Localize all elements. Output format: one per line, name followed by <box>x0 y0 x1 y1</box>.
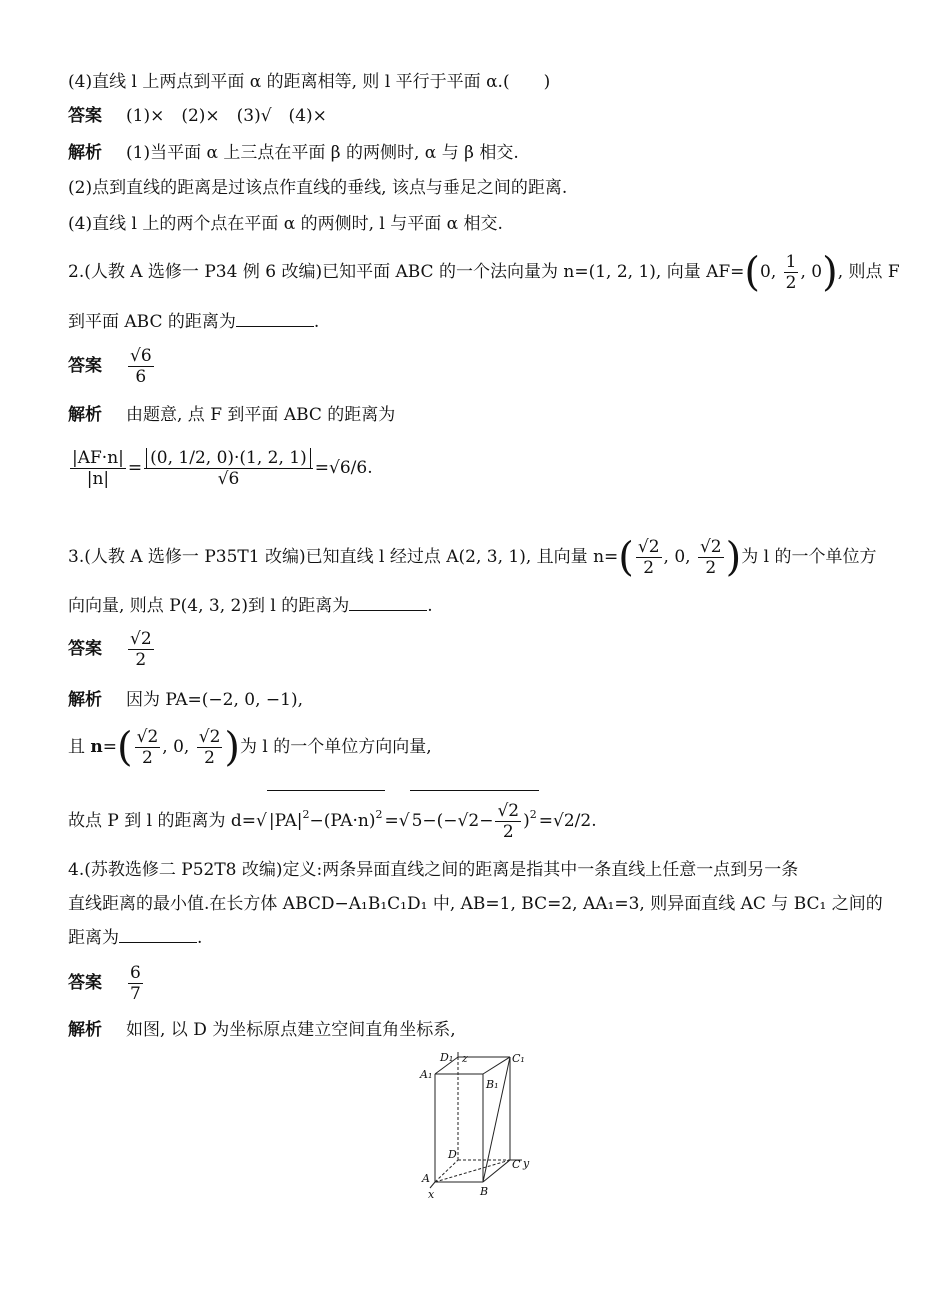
formula-den: |n| <box>86 469 110 489</box>
q1-expl1 <box>68 141 519 165</box>
q1-expl2: (2)点到直线的距离是过该点作直线的垂线, 该点与垂足之间的距离. <box>68 178 568 198</box>
label-C: C <box>512 1158 521 1171</box>
answer-blank <box>119 928 197 943</box>
label-D: D <box>448 1148 457 1161</box>
label-x: x <box>428 1188 435 1201</box>
q3-expl3: 故点 P 到 l 的距离为 d=√ $|PA|^2-(PA\cdot n)^2$ =√ 5−(−√2− $\frac{√2}{2}$ )$^2$ =√2/2. <box>68 790 597 845</box>
answer-label: 答案 <box>68 639 102 659</box>
explanation-label: 解析 <box>68 690 102 710</box>
label-z: z <box>462 1052 468 1065</box>
formula-result: √6/6 <box>329 458 368 478</box>
q3-stem-b: 为 l 的一个单位方 <box>741 547 877 567</box>
explanation-label: 解析 <box>68 143 102 163</box>
label-B: B <box>480 1185 489 1198</box>
q4-answer-den: 7 <box>130 984 141 1004</box>
label-A: A <box>422 1172 430 1185</box>
q3-stem-line2: 向向量, 则点 P(4, 3, 2)到 l 的距离为 . <box>68 596 433 616</box>
answer-text: (1)× (2)× (3)√ (4)× <box>126 106 327 126</box>
q3-stem-line1: 3.(人教 A 选修一 P35T1 改编)已知直线 l 经过点 A(2, 3, 1), 且向量 n=( $\frac{√2}{2}$ , 0, $\frac{√2}{2}$ )为 l 的一个单位方 <box>68 534 877 581</box>
q4-stem1: 4.(苏教选修二 P52T8 改编)定义:两条异面直线之间的距离是指其中一条直线上任意一点到另一条 <box>68 860 799 880</box>
q2-stem-c: 到平面 ABC 的距离为 <box>68 312 236 332</box>
answer-label: 答案 <box>68 106 102 126</box>
q3-expl2: 且 n=( $\frac{√2}{2}$ , 0, $\frac{√2}{2}$ )为 l 的一个单位方向向量, <box>68 724 432 771</box>
answer-label: 答案 <box>68 973 102 993</box>
q2-answer-den: 6 <box>135 367 147 387</box>
expl-text: (1)当平面 α 上三点在平面 β 的两侧时, α 与 β 相交. <box>126 143 519 163</box>
q3-expl1-text: 因为 PA=(−2, 0, −1), <box>126 690 304 710</box>
q1-item4: (4)直线 l 上两点到平面 α 的距离相等, 则 l 平行于平面 α.( ) <box>68 72 551 92</box>
answer-blank <box>236 312 314 327</box>
answer-blank <box>349 596 427 611</box>
q2-answer <box>68 343 156 389</box>
q2-answer-num: √6 <box>130 346 152 366</box>
q2-stem-b: , 则点 F <box>837 262 900 282</box>
explanation-label: 解析 <box>68 405 102 425</box>
q4-stem2: 直线距离的最小值.在长方体 ABCD−A₁B₁C₁D₁ 中, AB=1, BC=2, AA₁=3, 则异面直线 AC 与 BC₁ 之间的 <box>68 894 883 914</box>
label-B1: B₁ <box>486 1078 499 1091</box>
q3-answer <box>68 626 156 672</box>
q1-answer <box>68 104 327 128</box>
q4-answer <box>68 960 145 1006</box>
q4-stem3-text: 距离为 <box>68 928 119 948</box>
q3-stem-c: 向向量, 则点 P(4, 3, 2)到 l 的距离为 <box>68 596 350 616</box>
q2-formula: $\frac{|AF\cdot n|}{|n|}$ = $\frac{(0, 1/2, 0)\cdot(1, 2, 1)}{√6}$ =√6/6. <box>72 448 373 489</box>
q4-stem3: 距离为 . <box>68 928 203 948</box>
label-A1: A₁ <box>420 1068 433 1081</box>
q2-stem-line2: 到平面 ABC 的距离为 . <box>68 312 320 332</box>
cuboid-figure <box>410 1052 545 1202</box>
q2-expl <box>68 403 395 427</box>
q1-expl4: (4)直线 l 上的两个点在平面 α 的两侧时, l 与平面 α 相交. <box>68 214 503 234</box>
q3-stem-a: 3.(人教 A 选修一 P35T1 改编)已知直线 l 经过点 A(2, 3, 1), 且向量 n= <box>68 547 619 567</box>
label-C1: C₁ <box>512 1052 525 1065</box>
q3-answer-num: √2 <box>130 629 152 649</box>
formula-num: |AF·n| <box>72 448 124 468</box>
edge-B1-C1 <box>483 1057 510 1074</box>
q3-expl2-text: 为 l 的一个单位方向向量, <box>240 737 432 757</box>
q3-result: √2/2 <box>553 811 592 831</box>
label-D1: D₁ <box>440 1052 454 1064</box>
q3-expl3-text: 故点 P 到 l 的距离为 d= <box>68 811 257 831</box>
q2-expl-text: 由题意, 点 F 到平面 ABC 的距离为 <box>126 405 396 425</box>
q2-stem-a: 2.(人教 A 选修一 P34 例 6 改编)已知平面 ABC 的一个法向量为 n=(1, 2, 1), 向量 AF= <box>68 262 745 282</box>
q4-expl-text: 如图, 以 D 为坐标原点建立空间直角坐标系, <box>126 1020 456 1040</box>
formula-mid-den: √6 <box>217 469 240 489</box>
label-y: y <box>523 1157 530 1170</box>
q3-answer-den: 2 <box>135 650 147 670</box>
q4-expl <box>68 1018 456 1042</box>
q3-expl1 <box>68 688 303 712</box>
formula-mid: (0, 1/2, 0)·(1, 2, 1) <box>146 448 311 468</box>
answer-label: 答案 <box>68 356 102 376</box>
q4-answer-num: 6 <box>130 963 141 983</box>
q2-stem-line1: 2.(人教 A 选修一 P34 例 6 改编)已知平面 ABC 的一个法向量为 n=(1, 2, 1), 向量 AF=(0, $\frac{1}{2}$ , 0), 则点 F <box>68 249 900 296</box>
explanation-label: 解析 <box>68 1020 102 1040</box>
